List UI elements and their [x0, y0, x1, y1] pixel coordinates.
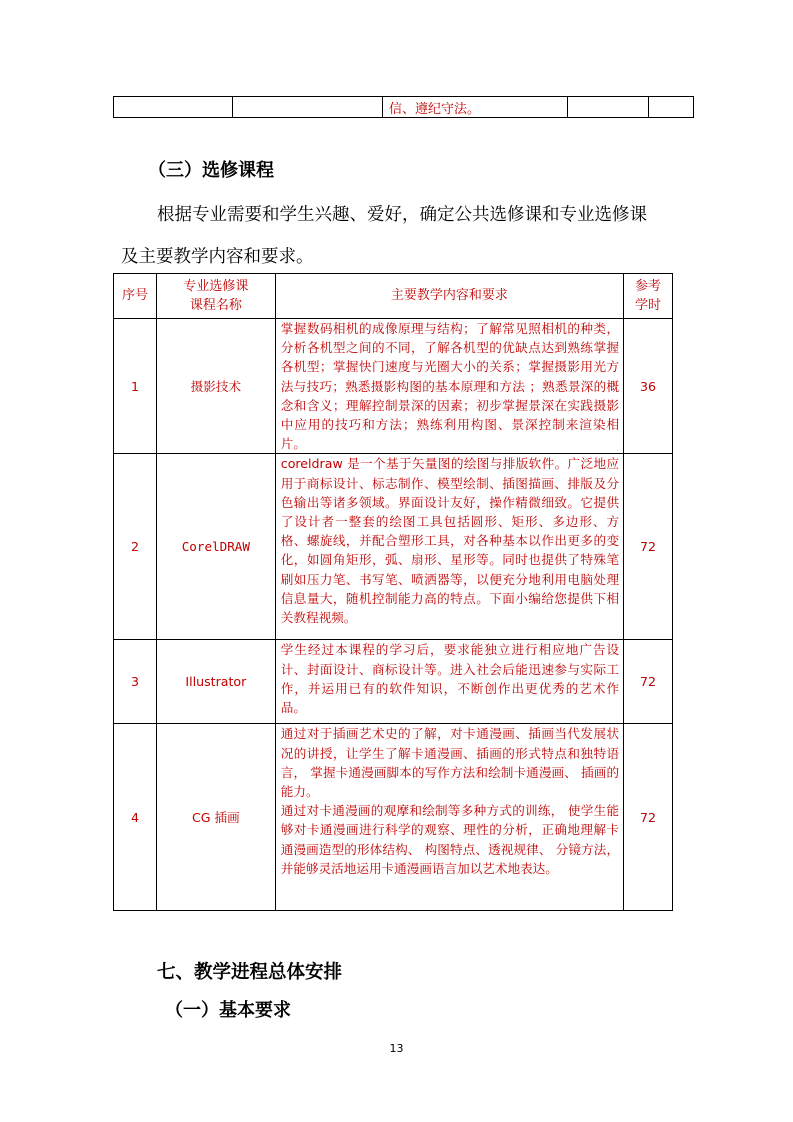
row-content-paragraph-1: 通过对于插画艺术史的了解，对卡通漫画、插画当代发展状况的讲授，让学生了解卡通漫画、插画的形式特点和独特语言， 掌握卡通漫画脚本的写作方法和绘制卡通漫画、 插画的能力。 [280, 726, 620, 800]
section-heading-elective: （三）选修课程 [148, 160, 274, 181]
row-course-name: CG 插画 [156, 724, 275, 911]
table-row [114, 454, 673, 640]
header-course-name-line2: 课程名称 [189, 298, 242, 313]
empty-cell [649, 97, 694, 118]
empty-cell [568, 97, 649, 118]
table-row [114, 724, 673, 911]
row-content: coreldraw 是一个基于矢量图的绘图与排版软件。广泛地应用于商标设计、标志制作、模型绘制、插图描画、排版及分色输出等诸多领域。界面设计友好，操作精微细致。它提供了设计者一整套的绘图工具包括圆形、矩形、多边形、方格、螺旋线，并配合塑形工具，对各种基本以作出更多的变化，如圆角矩形，弧、扇形、星形等。同时也提供了特殊笔刷如压力笔、书写笔、喷洒器等，以便充分地利用电脑处理信息量大，随机控制能力高的特点。下面小编给您提供下相关教程视频。 [275, 454, 623, 640]
table-row [114, 319, 673, 454]
row-course-name: 摄影技术 [156, 319, 275, 454]
row-index: 4 [114, 724, 157, 911]
header-hours-line2: 学时 [635, 298, 662, 313]
row-index: 1 [114, 319, 157, 454]
row-course-name: Illustrator [156, 640, 275, 724]
table-header-row [114, 274, 673, 319]
header-course-name [156, 274, 275, 319]
paragraph-line-1: 根据专业需要和学生兴趣、爱好，确定公共选修课和专业选修课 [157, 205, 647, 225]
header-index: 序号 [114, 274, 157, 319]
empty-cell [114, 97, 233, 118]
header-hours [624, 274, 673, 319]
paragraph-line-2: 及主要教学内容和要求。 [121, 247, 314, 267]
table-cell-text: 信、遵纪守法。 [383, 97, 568, 118]
row-content: 学生经过本课程的学习后，要求能独立进行相应地广告设计、封面设计、商标设计等。进入社会后能迅速参与实际工作，并运用已有的软件知识，不断创作出更优秀的艺术作品。 [275, 640, 623, 724]
row-hours: 72 [624, 724, 673, 911]
header-hours-line1: 参考 [635, 278, 662, 294]
row-index: 3 [114, 640, 157, 724]
previous-table-fragment [113, 96, 694, 118]
header-course-name-line1: 专业选修课 [183, 278, 249, 294]
page-number: 13 [389, 1042, 404, 1055]
subsection-heading-basic: （一）基本要求 [165, 1000, 291, 1021]
elective-course-table [113, 273, 673, 911]
row-hours: 72 [624, 454, 673, 640]
header-content: 主要教学内容和要求 [275, 274, 623, 319]
row-course-name: CorelDRAW [156, 454, 275, 640]
table-row [114, 640, 673, 724]
section-heading-seven: 七、教学进程总体安排 [157, 962, 343, 983]
row-index: 2 [114, 454, 157, 640]
row-hours: 72 [624, 640, 673, 724]
row-content [275, 724, 623, 911]
row-hours: 36 [624, 319, 673, 454]
row-content: 掌握数码相机的成像原理与结构；了解常见照相机的种类，分析各机型之间的不同，了解各机型的优缺点达到熟练掌握各机型；掌握快门速度与光圈大小的关系；掌握摄影用光方法与技巧；熟悉摄影构图的基本原理和方法 ；熟悉景深的概念和含义；理解控制景深的因素；初步掌握景深在实践摄影中应用的技巧和方法；熟练利用构图、景深控制来渲染相片。 [275, 319, 623, 454]
empty-cell [233, 97, 383, 118]
row-content-paragraph-2: 通过对卡通漫画的观摩和绘制等多种方式的训练， 使学生能够对卡通漫画进行科学的观察、理性的分析，正确地理解卡通漫画造型的形体结构、 构图特点、透视规律、 分镜方法， 并能够灵活地运用卡通漫画语言加以艺术地表达。 [280, 803, 620, 876]
